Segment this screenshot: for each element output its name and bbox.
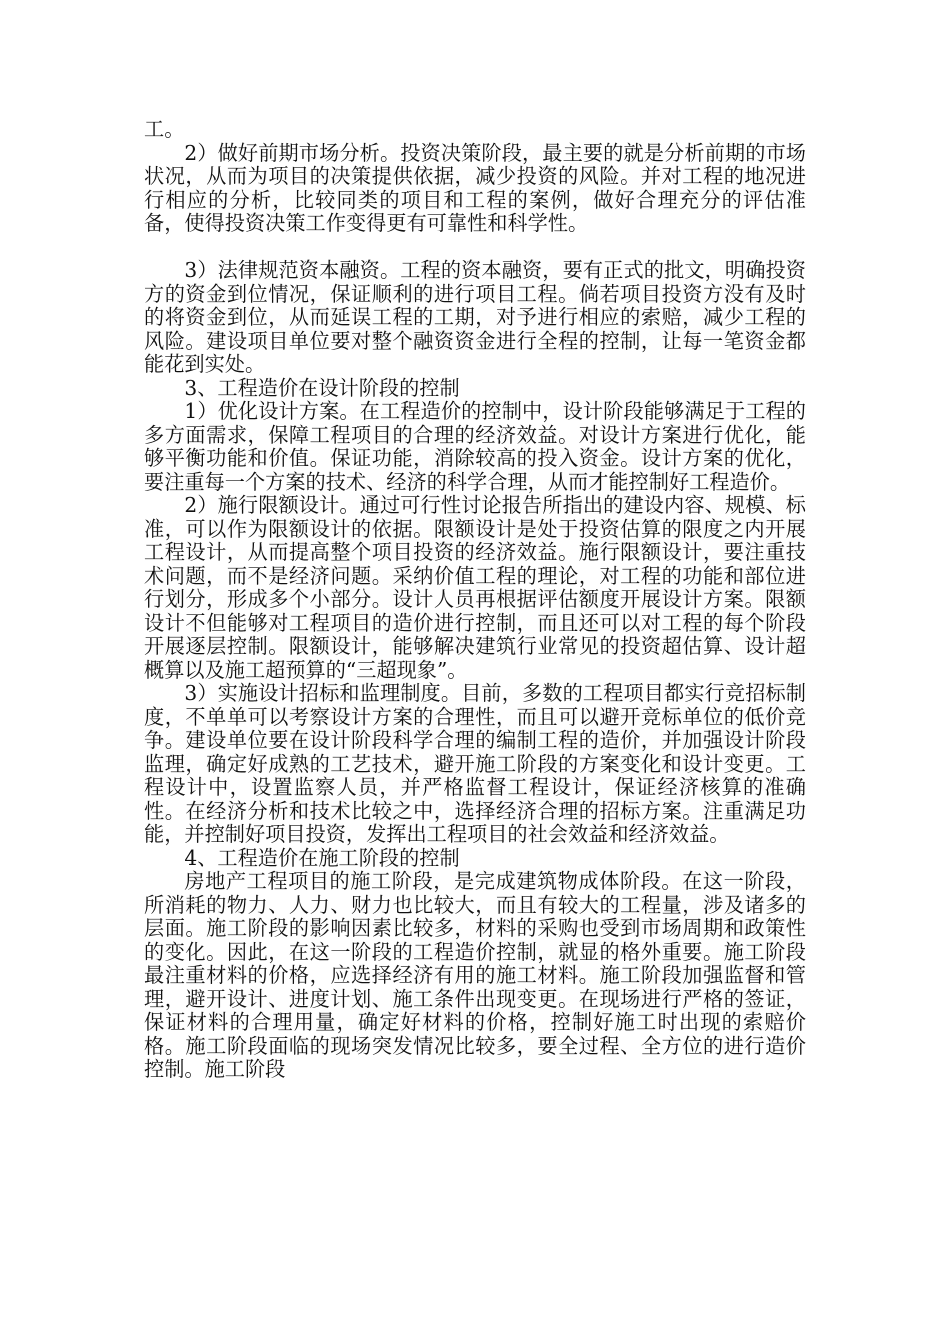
paragraph-construction-stage: 房地产工程项目的施工阶段，是完成建筑物成体阶段。在这一阶段，所消耗的物力、人力、财力也比较大，而且有较大的工程量，涉及诸多的层面。施工阶段的影响因素比较多，材料的采购也受到市场周期和政策性的变化。因此，在这一阶段的工程造价控制，就显的格外重要。施工阶段最注重材料的价格，应选择经济有用的施工材料。施工阶段加强监督和管理，避开设计、进度计划、施工条件出现变更。在现场进行严格的签证，保证材料的合理用量，确定好材料的价格，控制好施工时出现的索赔价格。施工阶段面临的现场突发情况比较多，要全过程、全方位的进行造价控制。施工阶段 (144, 869, 806, 1081)
section-heading-construction-stage: 4、工程造价在施工阶段的控制 (184, 845, 460, 870)
paragraph-quota-design: 2）施行限额设计。通过可行性讨论报告所指出的建设内容、规模、标准，可以作为限额设计的依据。限额设计是处于投资估算的限度之内开展工程设计，从而提高整个项目投资的经济效益。施行限额设计，要注重技术问题，而不是经济问题。采纳价值工程的理论，对工程的功能和部位进行划分，形成多个小部分。设计人员再根据评估额度开展设计方案。限额设计不但能够对工程项目的造价进行控制，而且还可以对工程的每个阶段开展逐层控制。限额设计，能够解决建筑行业常见的投资超估算、设计超概算以及施工超预算的“三超现象”。 (144, 493, 806, 682)
paragraph-design-bidding: 3）实施设计招标和监理制度。目前，多数的工程项目都实行竞招标制度，不单单可以考察设计方案的合理性，而且可以避开竞标单位的低价竞争。建设单位要在设计阶段科学合理的编制工程的造价，并加强设计阶段监理，确定好成熟的工艺技术，避开施工阶段的方案变化和设计变更。工程设计中，设置监察人员，并严格监督工程设计，保证经济核算的准确性。在经济分析和技术比较之中，选择经济合理的招标方案。注重满足功能，并控制好项目投资，发挥出工程项目的社会效益和经济效益。 (144, 681, 806, 846)
paragraph-market-analysis: 2）做好前期市场分析。投资决策阶段，最主要的就是分析前期的市场状况，从而为项目的决策提供依据，减少投资的风险。并对工程的地况进行相应的分析，比较同类的项目和工程的案例，做好合理充分的评估准备，使得投资决策工作变得更有可靠性和科学性。 (144, 140, 806, 235)
paragraph-continuation: 工。 (144, 117, 185, 141)
paragraph-optimize-design: 1）优化设计方案。在工程造价的控制中，设计阶段能够满足于工程的多方面需求，保障工程项目的合理的经济效益。对设计方案进行优化，能够平衡功能和价值。保证功能，消除较高的投入资金。设计方案的优化，要注重每一个方案的技术、经济的科学合理，从而才能控制好工程造价。 (144, 399, 806, 494)
section-heading-design-stage: 3、工程造价在设计阶段的控制 (184, 375, 460, 400)
document-body (144, 118, 806, 1082)
paragraph-capital-financing: 3）法律规范资本融资。工程的资本融资，要有正式的批文，明确投资方的资金到位情况，保证顺利的进行项目工程。倘若项目投资方没有及时的将资金到位，从而延误工程的工期，对予进行相应的索赔，减少工程的风险。建设项目单位要对整个融资资金进行全程的控制，让每一笔资金都能花到实处。 (144, 258, 806, 376)
